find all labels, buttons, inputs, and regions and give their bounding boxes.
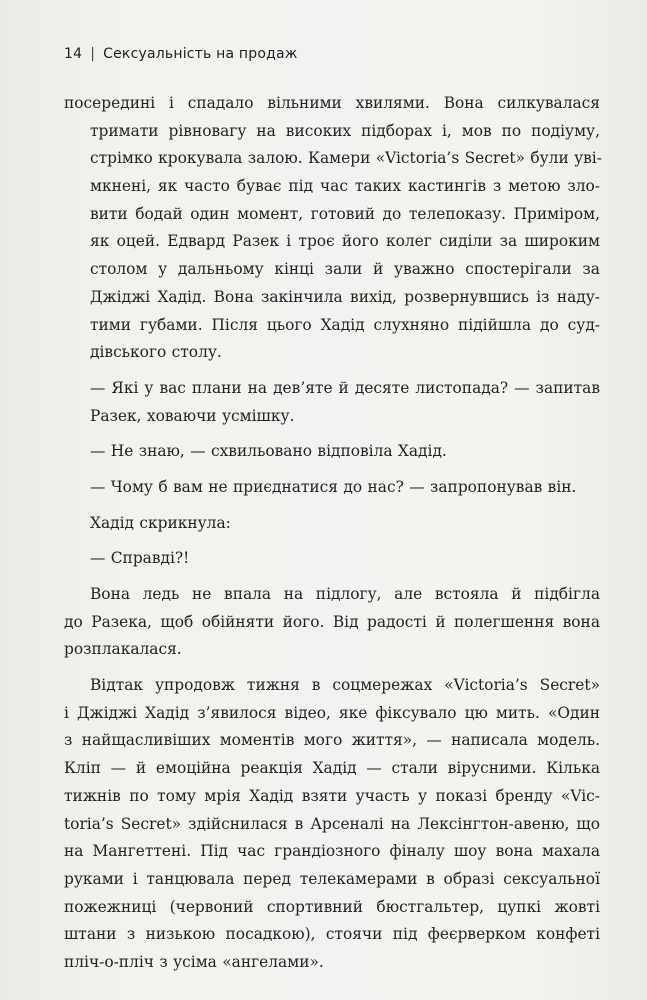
text-line: пліч-о-пліч з усіма «ангелами». xyxy=(64,952,324,971)
text-line: Джіджі Хадід. Вона закінчила вихід, розвернувшись із наду- xyxy=(90,287,600,306)
text-line: дівського столу. xyxy=(90,343,222,362)
running-header xyxy=(64,46,298,62)
text-line: пожежниці (червоний спортивний бюстгальтер, цупкі жовті xyxy=(64,897,600,916)
text-line: як оцей. Едвард Разек і троє його колег сиділи за широким xyxy=(90,232,600,251)
text-line: — Які у вас плани на дев’яте й десяте листопада? — запитав xyxy=(90,378,600,397)
text-line: руками і танцювала перед телекамерами в образі сексуальної xyxy=(64,869,600,888)
page-number: 14 xyxy=(64,46,83,62)
text-line: стрімко крокувала залою. Камери «Victoria’s Secret» були уві- xyxy=(90,149,602,168)
text-line: Кліп — й емоційна реакція Хадід — стали вірусними. Кілька xyxy=(64,759,600,778)
text-line: Відтак упродовж тижня в соцмережах «Victoria’s Secret» xyxy=(90,676,600,695)
text-line: тримати рівновагу на високих підборах і, мов по подіуму, xyxy=(90,121,600,140)
text-line: Разек, ховаючи усмішку. xyxy=(90,406,295,425)
body-text xyxy=(64,90,600,977)
text-line: Хадід скрикнула: xyxy=(90,513,231,532)
text-line: до Разека, щоб обійняти його. Від радості й полегшення вона xyxy=(64,612,600,631)
text-line: тими губами. Після цього Хадід слухняно підійшла до суд- xyxy=(90,315,600,334)
text-line: з найщасливіших моментів мого життя», — написала модель. xyxy=(64,731,600,750)
running-title: Сексуальність на продаж xyxy=(103,46,298,62)
header-separator: | xyxy=(90,46,96,62)
text-line: тижнів по тому мрія Хадід взяти участь у показі бренду «Vic- xyxy=(64,786,600,805)
text-line: — Не знаю, — схвильовано відповіла Хадід. xyxy=(90,442,447,461)
text-line: мкнені, як часто буває під час таких кастингів з метою зло- xyxy=(90,177,600,196)
text-line: вити бодай один момент, готовий до телепоказу. Приміром, xyxy=(90,204,600,223)
text-line: — Справді?! xyxy=(90,549,190,568)
text-line: і Джіджі Хадід з’явилося відео, яке фіксувало цю мить. «Один xyxy=(64,703,600,722)
text-line: Вона ледь не впала на підлогу, але встояла й підбігла xyxy=(90,585,600,603)
text-line: — Чому б вам не приєднатися до нас? — запропонував він. xyxy=(90,477,577,496)
text-line: штани з низькою посадкою), стоячи під феєрверком конфеті xyxy=(64,925,600,944)
text-line: toria’s Secret» здійснилася в Арсеналі на Лексінгтон-авеню, що xyxy=(64,814,600,833)
text-line: розплакалася. xyxy=(64,640,182,659)
text-line: столом у дальньому кінці зали й уважно спостерігали за xyxy=(90,260,600,279)
text-line: посередині і спадало вільними хвилями. Вона силкувалася xyxy=(64,94,600,112)
text-line: на Мангеттені. Під час грандіозного фіналу шоу вона махала xyxy=(64,842,600,861)
